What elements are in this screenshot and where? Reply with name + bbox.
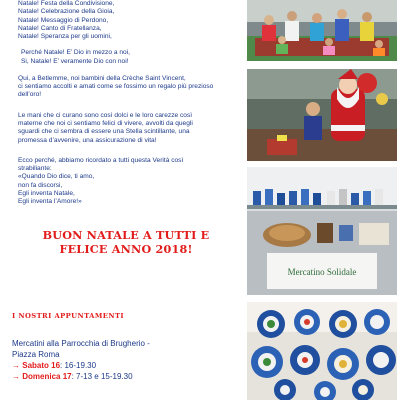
photo-santa-claus [247,69,397,161]
paragraph-line: Le mani che ci curano sono così dolci e le loro carezze così [18,112,193,119]
paragraph-line: sguardi che ci sembra di essere una Stella scintillante, una [18,128,190,136]
photo-children-group [247,0,397,61]
paragraph-line: dell’oro! [18,91,42,99]
paragraph-line: Ecco perché, abbiamo ricordato a tutti questa Verità così [18,157,184,164]
poem-line: Natale! Messaggio di Perdono, [18,16,109,24]
christmas-greeting [12,228,240,256]
arrow-right-icon: → [12,372,20,381]
market-city: Brugherio [110,339,145,348]
photo-ceramic-plates [247,302,397,400]
paragraph-truth [18,157,244,206]
appointments-title: I NOSTRI APPUNTAMENTI [12,312,124,320]
greeting-line-1: BUON NATALE A TUTTI E [42,228,210,242]
poem-line: Natale! Speranza per gli uomini, [18,33,112,41]
market-sign-text: Mercatino Solidale [287,267,357,277]
schedule-day: Sabato 16 [22,361,61,370]
paragraph-line: ci sentiamo accolti e amati come se fossimo un regalo più prezioso [18,83,214,91]
greeting-line-2: FELICE ANNO 2018! [59,242,193,256]
market-suffix: - [144,339,150,348]
paragraph-line: promessa d’avvenire, una assicurazione di vita! [18,136,157,144]
poem-refrain-line: Perché Natale! E’ Dio in mezzo a noi, [21,49,130,57]
poem-line: Natale! Festa della Condivisione, [18,0,115,7]
spacer [18,41,228,49]
market-place: Piazza Roma [12,350,60,359]
schedule-day: Domenica 17 [22,372,72,381]
schedule-hours: : 7-13 e 15-19.30 [71,372,133,381]
paragraph-line: Qui, a Betlemme, noi bambini della Crèche Saint Vincent, [18,75,186,82]
photo-market-stall [247,167,397,295]
quote-line: Egli inventa l’Amore!» [18,198,82,206]
arrow-right-icon: → [12,361,20,370]
poem-refrain-line: Si, Natale! E’ veramente Dio con noi! [21,57,129,65]
quote-line: non fa discorsi, [18,181,63,189]
paragraph-care [18,112,244,145]
quote-line: «Quando Dio dice, ti amo, [18,173,95,181]
paragraph-bethlehem [18,75,244,100]
schedule-saturday [12,360,242,371]
poem-line: Natale! Canto di Fratellanza, [18,24,102,32]
schedule-sunday [12,371,242,382]
paragraph-line: strabiliante: [18,165,52,173]
schedule-hours: : 16-19.30 [60,361,97,370]
market-prefix: Mercatini alla Parrocchia di [12,339,111,348]
appointments-list [12,338,242,382]
poem-line: Natale! Celebrazione della Gioia, [18,8,115,16]
paragraph-line: materne che noi ci sentiamo felici di vivere, avvolti da quegli [18,120,193,128]
christmas-poem [18,0,228,66]
market-location [12,338,242,349]
quote-line: Egli inventa Natale, [18,189,75,197]
